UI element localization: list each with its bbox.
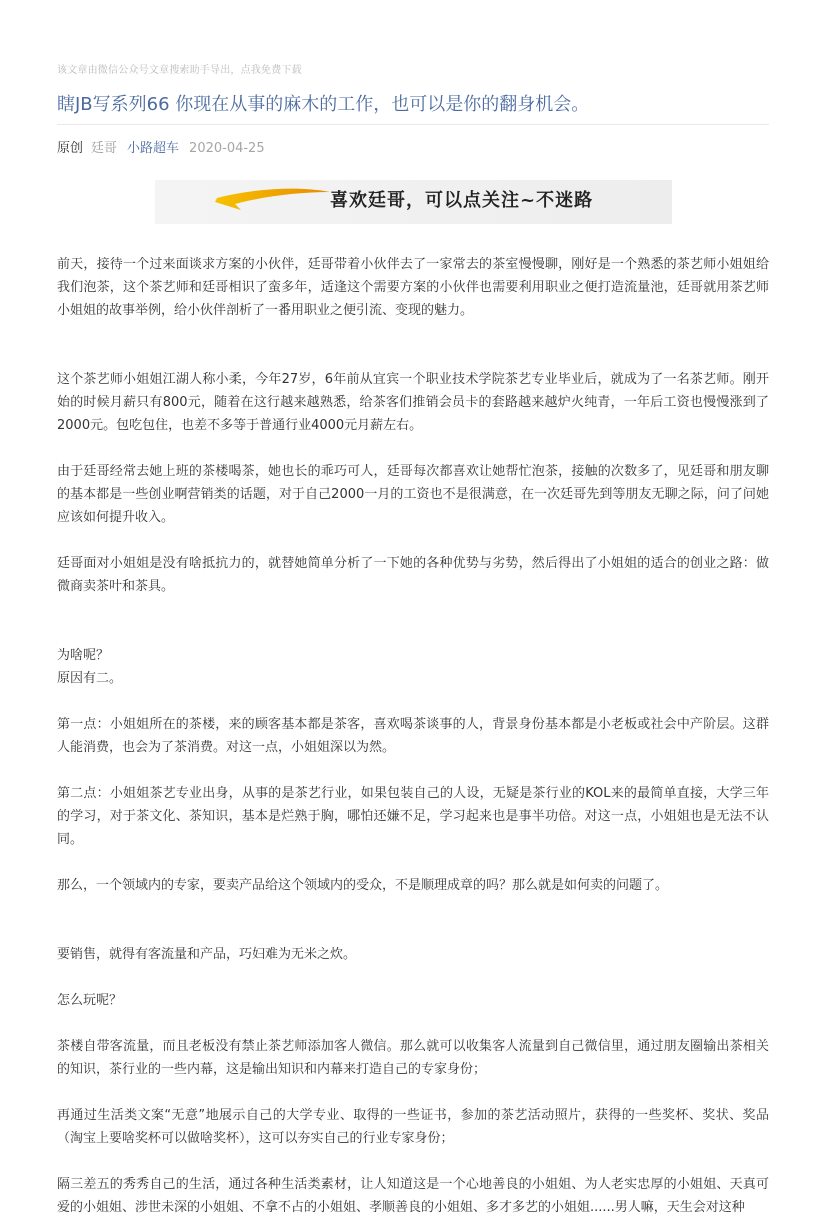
title-divider: [57, 124, 769, 125]
follow-banner-text: 喜欢廷哥，可以点关注~不迷路: [330, 190, 594, 211]
author-name: 廷哥: [91, 141, 118, 156]
paragraph: 这个茶艺师小姐姐江湖人称小柔，今年27岁，6年前从宜宾一个职业技术学院茶艺专业毕业后，就成为了一名茶艺师。刚开始的时候月薪只有800元，随着在这行越来越熟悉，给茶客们推销会员卡的套路越来越炉火纯青，一年后工资也慢慢涨到了2000元。包吃包住，也差不多等于普通行业4000元月薪左右。: [57, 372, 769, 433]
paragraph: 由于廷哥经常去她上班的茶楼喝茶，她也长的乖巧可人，廷哥每次都喜欢让她帮忙泡茶，接触的次数多了，见廷哥和朋友聊的基本都是一些创业啊营销类的话题，对于自己2000一月的工资也不是很满意，在一次廷哥先到等朋友无聊之际，问了问她应该如何提升收入。: [57, 464, 769, 525]
article-meta: [57, 140, 265, 158]
article-title: 瞎JB写系列66 你现在从事的麻木的工作，也可以是你的翻身机会。: [57, 94, 590, 115]
paragraph: 怎么玩呢？: [57, 993, 123, 1008]
paragraph: 那么，一个领域内的专家，要卖产品给这个领域内的受众，不是顺理成章的吗？那么就是如何卖的问题了。: [57, 878, 669, 893]
paragraph: 原因有二。: [57, 671, 123, 686]
paragraph: 要销售，就得有客流量和产品，巧妇难为无米之炊。: [57, 947, 357, 962]
paragraph: 第二点：小姐姐茶艺专业出身，从事的是茶艺行业，如果包装自己的人设，无疑是茶行业的KOL来的最简单直接，大学三年的学习，对于茶文化、茶知识，基本是烂熟于胸，哪怕还嫌不足，学习起来也是事半功倍。对这一点，小姐姐也是无法不认同。: [57, 786, 769, 847]
original-tag: 原创: [57, 141, 84, 156]
paragraph: 为啥呢？: [57, 648, 110, 663]
account-link[interactable]: 小路超车: [127, 141, 180, 156]
paragraph: 茶楼自带客流量，而且老板没有禁止茶艺师添加客人微信。那么就可以收集客人流量到自己微信里，通过朋友圈输出茶相关的知识，茶行业的一些内幕，这是输出知识和内幕来打造自己的专家身份；: [57, 1039, 769, 1077]
publish-date: 2020-04-25: [189, 141, 265, 156]
paragraph: 隔三差五的秀秀自己的生活，通过各种生活类素材，让人知道这是一个心地善良的小姐姐、为人老实忠厚的小姐姐、天真可爱的小姐姐、涉世未深的小姐姐、不拿不占的小姐姐、孝顺善良的小姐姐、多才多艺的小姐姐......男人嘛，天生会对这种: [57, 1177, 769, 1215]
paragraph: 前天，接待一个过来面谈求方案的小伙伴，廷哥带着小伙伴去了一家常去的茶室慢慢聊，刚好是一个熟悉的茶艺师小姐姐给我们泡茶，这个茶艺师和廷哥相识了蛮多年，适逢这个需要方案的小伙伴也需要利用职业之便打造流量池，廷哥就用茶艺师小姐姐的故事举例，给小伙伴剖析了一番用职业之便引流、变现的魅力。: [57, 257, 769, 318]
paragraph: 廷哥面对小姐姐是没有啥抵抗力的，就替她简单分析了一下她的各种优势与劣势，然后得出了小姐姐的适合的创业之路：做微商卖茶叶和茶具。: [57, 556, 769, 594]
export-note-link[interactable]: 该文章由微信公众号文章搜索助手导出，点我免费下载: [57, 65, 302, 76]
paragraph: 第一点：小姐姐所在的茶楼，来的顾客基本都是茶客，喜欢喝茶谈事的人，背景身份基本都是小老板或社会中产阶层。这群人能消费，也会为了茶消费。对这一点，小姐姐深以为然。: [57, 717, 769, 755]
article-body: [57, 253, 769, 1219]
follow-banner: [155, 180, 672, 224]
paragraph: 再通过生活类文案“无意”地展示自己的大学专业、取得的一些证书，参加的茶艺活动照片，获得的一些奖杯、奖状、奖品（淘宝上要啥奖杯可以做啥奖杯），这可以夯实自己的行业专家身份；: [57, 1108, 769, 1146]
